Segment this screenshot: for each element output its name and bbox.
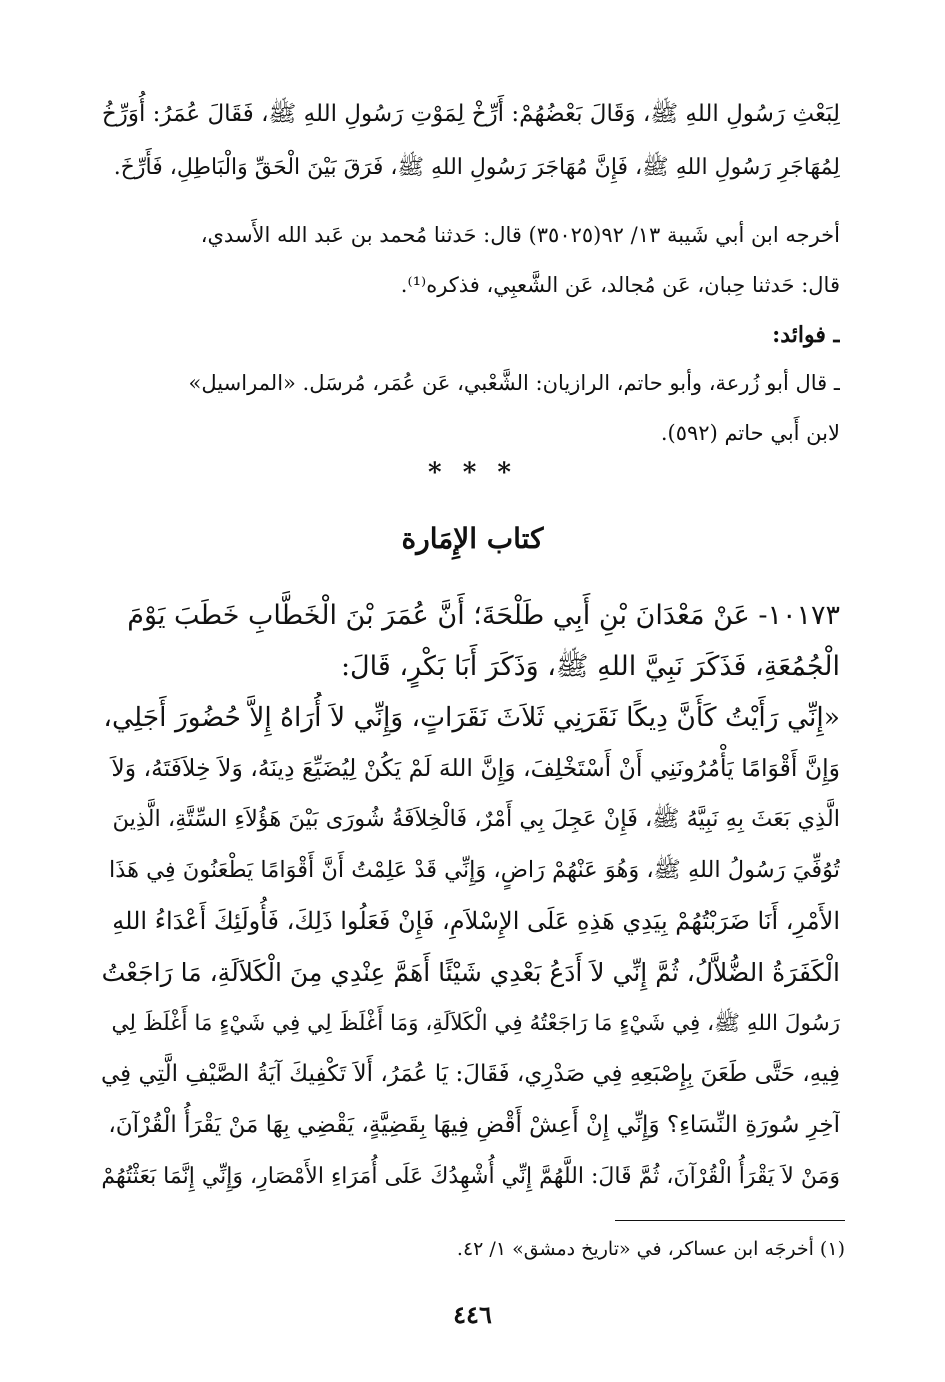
text-line: لابن أَبي حاتم (٥٩٢). bbox=[660, 421, 840, 445]
text-line: آخِرِ سُورَةِ النِّسَاءِ؟ وَإِنِّي إِنْ أَعِشْ أَقْضِ فِيهَا بِقَضِيَّةٍ، يَقْضِي بِهَا مَنْ يَقْرَأُ الْقُرْآنَ، bbox=[108, 1112, 840, 1138]
text-line: فِيهِ، حَتَّى طَعَنَ بِإِصْبَعِهِ فِي صَدْرِي، فَقَالَ: يَا عُمَرُ، أَلاَ تَكْفِيكَ آيَةُ الصَّيْفِ الَّتِي فِي bbox=[101, 1061, 840, 1087]
footnote: (١) أخرجَه ابن عساكر، في «تاريخ دمشق» ١/ ٤٢. bbox=[456, 1238, 845, 1260]
footnote-divider bbox=[615, 1220, 845, 1221]
text-line: أخرجه ابن أبي شَيبة ١٣/ ٩٢(٣٥٠٢٥) قال: حَدثنا مُحمد بن عَبد الله الأَسدي، bbox=[200, 223, 840, 247]
text-line: رَسُولَ اللهِ ﷺ، فِي شَيْءٍ مَا رَاجَعْتُهُ فِي الْكَلاَلَةِ، وَمَا أَغْلَظَ لِي فِي شَيْءٍ مَا أَغْلَظَ لِي bbox=[111, 1011, 840, 1036]
hadith-paragraph bbox=[100, 590, 840, 1202]
text-line: ـ قال أبو زُرعة، وأبو حاتم، الرازيان: الشَّعْبي، عَن عُمَر، مُرسَل. «المراسيل» bbox=[188, 371, 840, 395]
text-line: وَإِنَّ أَقْوَامًا يَأْمُرُونَنِي أَنْ أَسْتَخْلِفَ، وَإِنَّ اللهَ لَمْ يَكُنْ لِيُضَيِّعَ دِينَهُ، وَلاَ خِلاَفَتَهُ، وَلاَ bbox=[111, 754, 840, 782]
narration-paragraph bbox=[100, 88, 840, 194]
fawaid-heading bbox=[100, 310, 840, 360]
text-line: «إِنِّي رَأَيْتُ كَأَنَّ دِيكًا نَقَرَنِي ثَلاَثَ نَقَرَاتٍ، وَإِنِّي لاَ أُرَاهُ إِلاَّ حُضُورَ أَجَلِي، bbox=[103, 702, 840, 733]
text-line: تُوُفِّيَ رَسُولُ اللهِ ﷺ، وَهُوَ عَنْهُمْ رَاضٍ، وَإِنِّي قَدْ عَلِمْتُ أَنَّ أَقْوَامًا يَطْعَنُونَ فِي هَذَا bbox=[109, 857, 840, 883]
fawaid-paragraph bbox=[100, 358, 840, 458]
takhrij-paragraph bbox=[100, 210, 840, 310]
text-line: الَّذِي بَعَثَ بِهِ نَبِيَّهُ ﷺ، فَإِنْ عَجِلَ بِي أَمْرٌ، فَالْخِلاَفَةُ شُورَى بَيْنَ هَؤُلاَءِ السِّتَّةِ، الَّذِينَ bbox=[112, 806, 840, 832]
text-line: لِبَعْثِ رَسُولِ اللهِ ﷺ، وَقَالَ بَعْضُهُمْ: أَرِّخْ لِمَوْتِ رَسُولِ اللهِ ﷺ، فَقَالَ عُمَرُ: أُوَرِّخُ bbox=[101, 101, 840, 127]
text-line: الْكَفَرَةُ الضُّلاَّلُ، ثُمَّ إِنِّي لاَ أَدَعُ بَعْدِي شَيْئًا أَهَمَّ عِنْدِي مِنَ الْكَلاَلَةِ، مَا رَاجَعْتُ bbox=[101, 958, 840, 987]
section-separator: * * * bbox=[428, 458, 517, 488]
text-line: الْجُمُعَةِ، فَذَكَرَ نَبِيَّ اللهِ ﷺ، وَذَكَرَ أَبَا بَكْرٍ، قَالَ: bbox=[340, 651, 840, 682]
text-line: لِمُهَاجَرِ رَسُولِ اللهِ ﷺ، فَإِنَّ مُهَاجَرَ رَسُولِ اللهِ ﷺ، فَرَقَ بَيْنَ الْحَقِّ وَالْبَاطِلِ، فَأَرِّخَ. bbox=[113, 155, 840, 180]
text-line: ١٠١٧٣- عَنْ مَعْدَانَ بْنِ أَبِي طَلْحَةَ؛ أَنَّ عُمَرَ بْنَ الْخَطَّابِ خَطَبَ يَوْمَ bbox=[127, 600, 840, 631]
chapter-title: كتاب الإِمَارة bbox=[401, 522, 544, 555]
page-number: ٤٤٦ bbox=[453, 1300, 492, 1329]
text-line: الأَمْرِ، أَنَا ضَرَبْتُهُمْ بِيَدِي هَذِهِ عَلَى الإِسْلاَمِ، فَإِنْ فَعَلُوا ذَلِكَ، فَأُولَئِكَ أَعْدَاءُ اللهِ bbox=[112, 907, 840, 935]
text-line: قال: حَدثنا حِبان، عَن مُجالد، عَن الشَّعبِي، فذكره⁽¹⁾. bbox=[400, 273, 840, 297]
text-line: وَمَنْ لاَ يَقْرَأُ الْقُرْآنَ، ثُمَّ قَالَ: اللَّهُمَّ إِنِّي أُشْهِدُكَ عَلَى أُمَرَاءِ الأَمْصَارِ، وَإِنِّي إِنَّمَا بَعَثْتُهُمْ bbox=[101, 1164, 840, 1189]
heading-text: ـ فوائد: bbox=[772, 322, 840, 348]
